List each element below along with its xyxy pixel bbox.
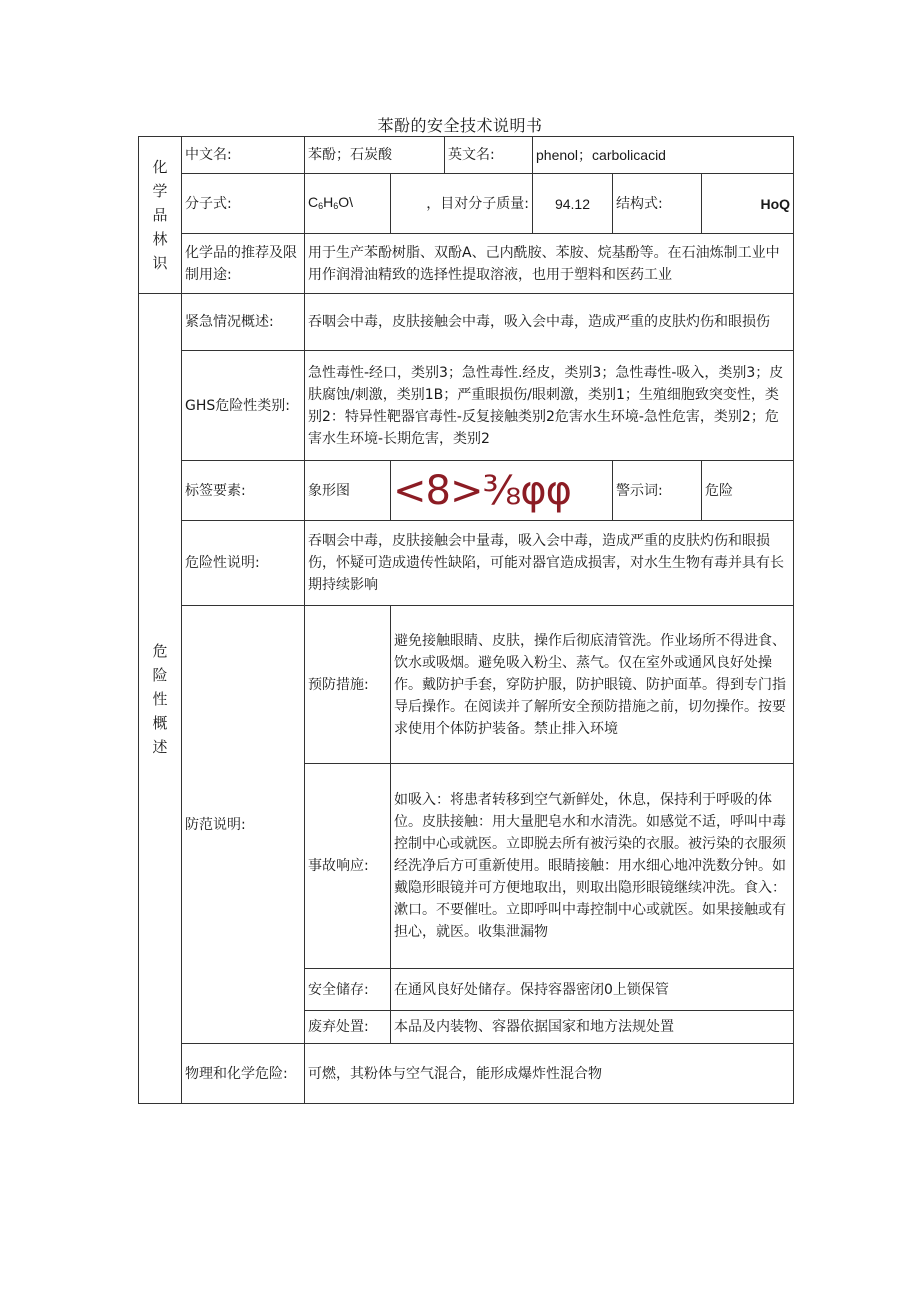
label-elements-label: 标签要素:	[182, 461, 305, 521]
signal-word-label: 警示词:	[613, 461, 702, 521]
pictogram-label: 象形图	[305, 461, 391, 521]
ghs-value: 急性毒性-经口，类别3；急性毒性.经皮，类别3；急性毒性-吸入，类别3；皮肤腐蚀/刺激，类别1B；严重眼损伤/眼刺激，类别1；生殖细胞致突变性，类别2：特异性靶器官毒性-反复接触类别2危害水生环境-急性危害，类别2；危害水生环境-长期危害，类别2	[305, 351, 794, 461]
disposal-value: 本品及内装物、容器依据国家和地方法规处置	[391, 1011, 794, 1044]
table-row	[139, 294, 794, 351]
hazard-statement-label: 危险性说明:	[182, 521, 305, 606]
en-name-value: phenol；carbolicacid	[533, 137, 794, 174]
vertical-label-char: 性	[152, 689, 168, 708]
hazard-statement-value: 吞咽会中毒，皮肤接触会中量毒，吸入会中毒，造成严重的皮肤灼伤和眼损伤，怀疑可造成遗传性缺陷，可能对器官造成损害，对水生生物有毒并具有长期持续影响	[305, 521, 794, 606]
cn-name-label: 中文名:	[182, 137, 305, 174]
structure-value: HoQ	[702, 174, 794, 234]
prevention-value: 避免接触眼睛、皮肤，操作后彻底清管洗。作业场所不得进食、饮水或吸烟。避免吸入粉尘、蒸气。仅在室外或通风良好处操作。戴防护手套，穿防护服，防护眼镜、防护面革。得到专门指导后操作。在阅读并了解所安全预防措施之前，切勿操作。按要求使用个体防护装备。禁止排入环境	[391, 606, 794, 764]
table-row	[139, 174, 794, 234]
emergency-label: 紧急情况概述:	[182, 294, 305, 351]
vertical-label-char: 品	[152, 206, 168, 224]
signal-word-value: 危险	[702, 461, 794, 521]
vertical-label-char: 识	[152, 254, 168, 272]
response-label: 事故响应:	[305, 764, 391, 969]
formula-value: $C_6H_6O\backslash$	[305, 174, 391, 234]
formula-label: 分子式:	[182, 174, 305, 234]
prevention-label: 预防措施:	[305, 606, 391, 764]
vertical-label-char: 林	[152, 230, 168, 248]
section-hazard	[139, 294, 182, 1104]
section-identification	[139, 137, 182, 294]
response-value: 如吸入：将患者转移到空气新鲜处，休息，保持利于呼吸的体位。皮肤接触：用大量肥皂水和水清洗。如感觉不适，呼叫中毒控制中心或就医。立即脱去所有被污染的衣服。被污染的衣服须经洗净后方可重新使用。眼睛接触：用水细心地冲洗数分钟。如戴隐形眼镜并可方便地取出，则取出隐形眼镜继续冲洗。食入：漱口。不要催吐。立即呼叫中毒控制中心或就医。如果接触或有担心，就医。收集泄漏物	[391, 764, 794, 969]
document-title: 苯酚的安全技术说明书	[377, 116, 543, 135]
section-identification-label	[152, 155, 168, 275]
precaution-label: 防范说明:	[182, 606, 305, 1044]
section-hazard-label	[152, 639, 168, 759]
physchem-label: 物理和化学危险:	[182, 1044, 305, 1104]
vertical-label-char: 概	[152, 713, 168, 732]
mw-value: 94.12	[533, 174, 613, 234]
storage-value: 在通风良好处储存。保持容器密闭0上锁保管	[391, 969, 794, 1011]
en-name-label: 英文名:	[445, 137, 533, 174]
vertical-label-char: 危	[152, 641, 168, 660]
structure-label: 结构式:	[613, 174, 702, 234]
table-row	[139, 461, 794, 521]
table-row	[139, 234, 794, 294]
table-row	[139, 521, 794, 606]
vertical-label-char: 化	[152, 158, 168, 176]
usage-value: 用于生产苯酚树脂、双酚A、己内酰胺、苯胺、烷基酚等。在石油炼制工业中用作润滑油精致的选择性提取溶液，也用于塑料和医药工业	[305, 234, 794, 294]
mw-label: ，目对分子质量:	[391, 174, 533, 234]
ghs-label: GHS危险性类别:	[182, 351, 305, 461]
table-row	[139, 1044, 794, 1104]
safety-data-table	[138, 136, 794, 1104]
vertical-label-char: 险	[152, 665, 168, 684]
table-row	[139, 351, 794, 461]
usage-label: 化学品的推荐及限制用途:	[182, 234, 305, 294]
storage-label: 安全储存:	[305, 969, 391, 1011]
table-row	[139, 606, 794, 764]
disposal-label: 废弃处置:	[305, 1011, 391, 1044]
ghs-pictogram-icon: <8>⅜φφ	[391, 461, 613, 521]
cn-name-value: 苯酚；石炭酸	[305, 137, 445, 174]
emergency-value: 吞咽会中毒，皮肤接触会中毒，吸入会中毒，造成严重的皮肤灼伤和眼损伤	[305, 294, 794, 351]
vertical-label-char: 述	[152, 737, 168, 756]
vertical-label-char: 学	[152, 182, 168, 200]
table-row	[139, 137, 794, 174]
physchem-value: 可燃，其粉体与空气混合，能形成爆炸性混合物	[305, 1044, 794, 1104]
